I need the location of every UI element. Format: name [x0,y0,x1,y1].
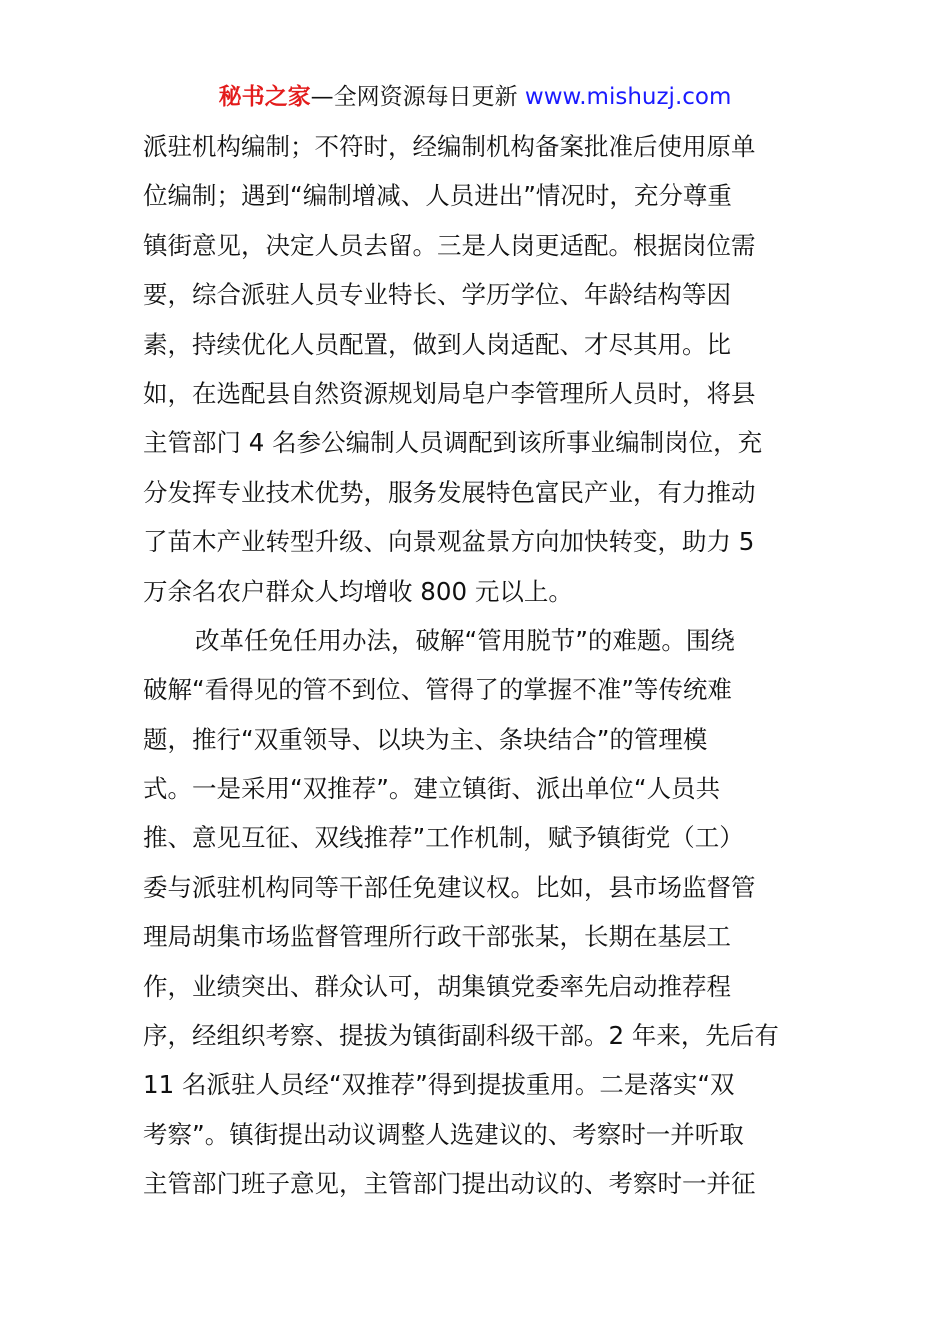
text-line: 素，持续优化人员配置，做到人岗适配、才尽其用。比 [143,329,731,359]
text-line: 序，经组织考察、提拔为镇街副科级干部。2 年来，先后有 [143,1021,779,1051]
text-line: 理局胡集市场监督管理所行政干部张某，长期在基层工 [143,922,731,952]
text-line: 破解“看得见的管不到位、管得了的掌握不准”等传统难 [143,675,732,705]
text-line: 万余名农户群众人均增收 800 元以上。 [143,576,573,606]
text-line: 位编制；遇到“编制增减、人员进出”情况时，充分尊重 [143,181,732,211]
text-line: 主管部门 4 名参公编制人员调配到该所事业编制岗位，充 [143,428,763,458]
text-line: 作，业绩突出、群众认可，胡集镇党委率先启动推荐程 [143,971,731,1001]
text-line: 式。一是采用“双推荐”。建立镇街、派出单位“人员共 [143,774,721,804]
text-line: 考察”。镇街提出动议调整人选建议的、考察时一并听取 [143,1119,744,1149]
header-tagline: —全网资源每日更新 [310,84,525,110]
text-line: 主管部门班子意见，主管部门提出动议的、考察时一并征 [143,1169,756,1199]
paragraph-first-line: 改革任免任用办法，破解“管用脱节”的难题。围绕 [195,625,735,655]
text-line: 镇街意见，决定人员去留。三是人岗更适配。根据岗位需 [143,230,756,260]
text-line: 要，综合派驻人员专业特长、学历学位、年龄结构等因 [143,280,731,310]
text-line: 了苗木产业转型升级、向景观盆景方向加快转变，助力 5 [143,527,755,557]
text-line: 题，推行“双重领导、以块为主、条块结合”的管理模 [143,724,708,754]
text-line: 推、意见互征、双线推荐”工作机制，赋予镇街党（工） [143,823,744,853]
text-line: 如，在选配县自然资源规划局皂户李管理所人员时，将县 [143,378,756,408]
brand-name: 秘书之家 [218,84,311,110]
site-url-link[interactable]: www.mishuzj.com [524,84,732,110]
text-line: 委与派驻机构同等干部任免建议权。比如，县市场监督管 [143,872,756,902]
site-header [0,80,950,114]
text-line: 派驻机构编制；不符时，经编制机构备案批准后使用原单 [143,132,756,161]
text-line: 分发挥专业技术优势，服务发展特色富民产业，有力推动 [143,477,756,507]
document-body [143,122,813,1209]
text-line: 11 名派驻人员经“双推荐”得到提拔重用。二是落实“双 [143,1070,735,1100]
